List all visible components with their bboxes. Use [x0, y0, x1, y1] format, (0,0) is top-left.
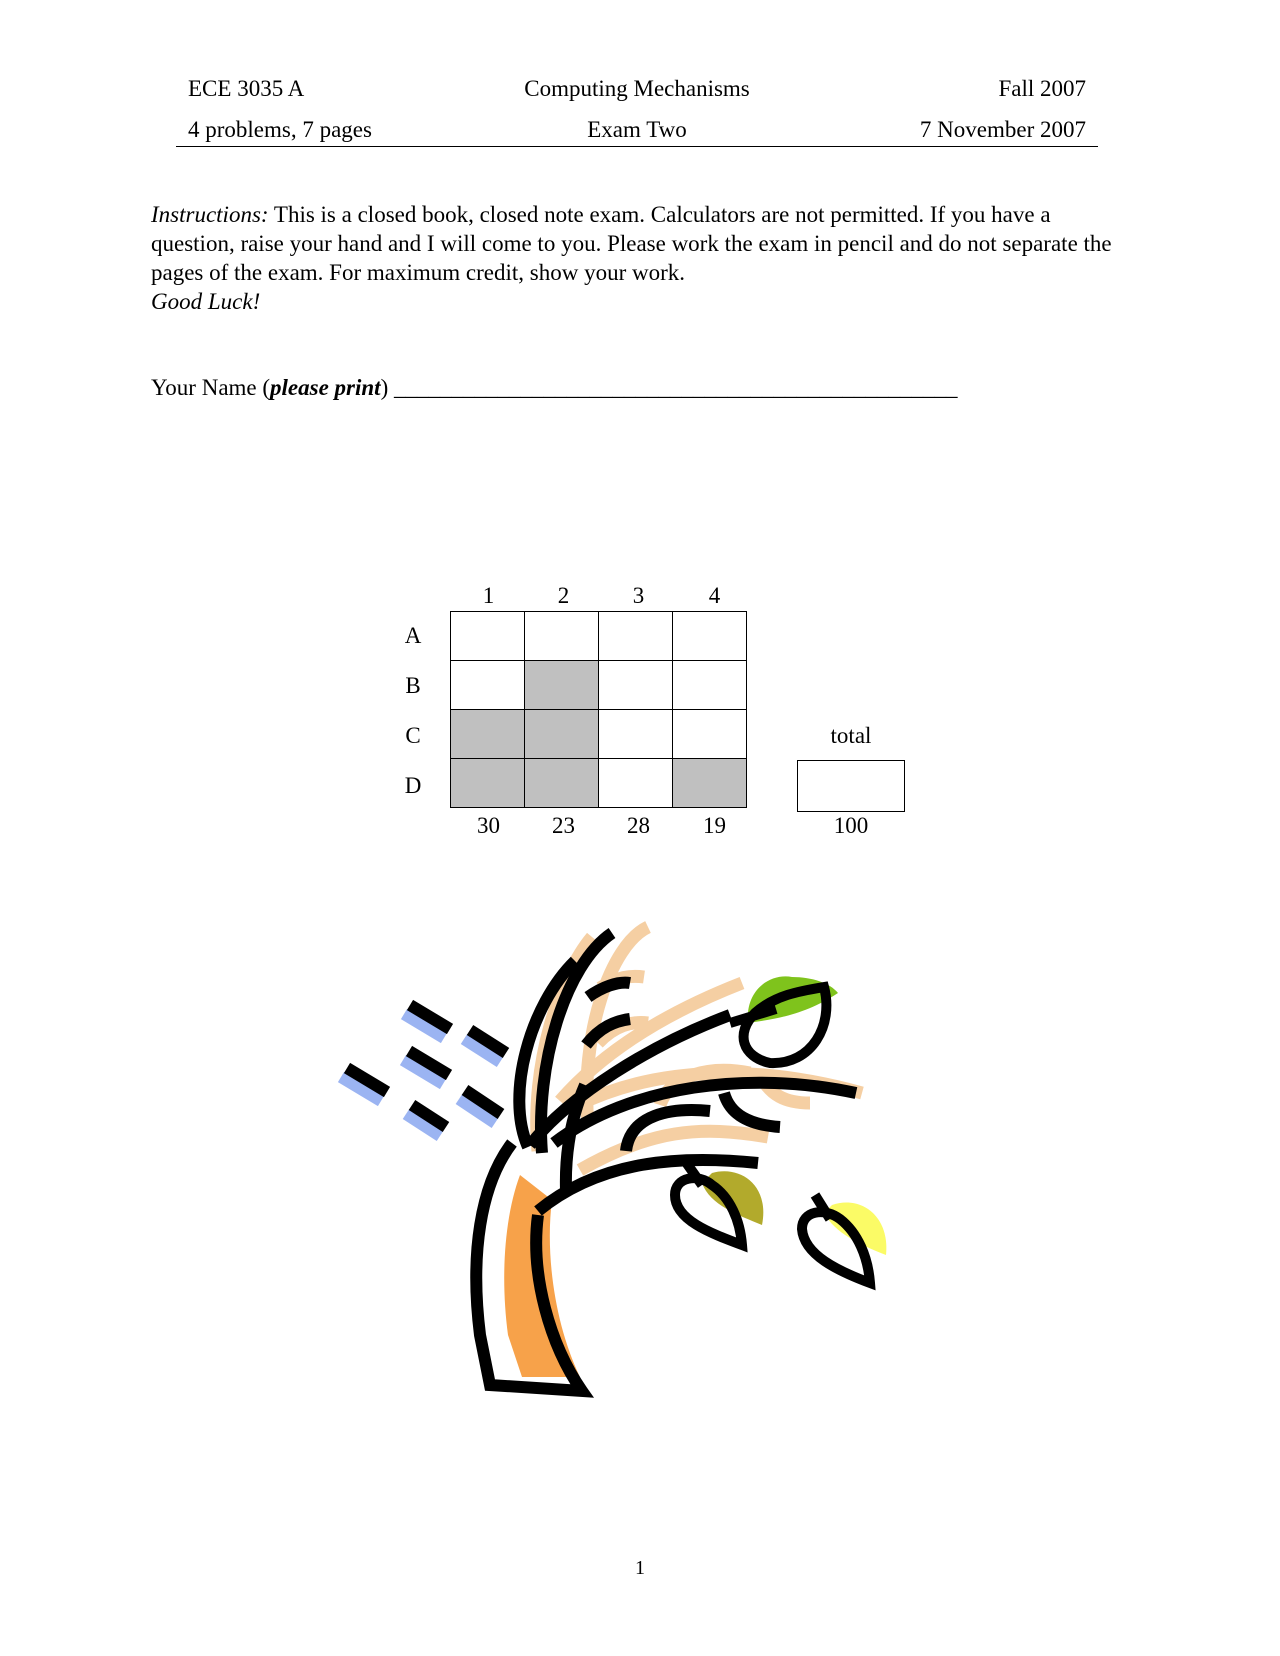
- column-label-4: 4: [708, 583, 721, 608]
- row-label-d: D: [404, 773, 422, 798]
- score-cell-b4: [673, 661, 747, 710]
- total-label: total: [830, 723, 872, 748]
- windblown-tree-icon: [330, 915, 950, 1435]
- points-problem-4: 19: [703, 813, 726, 838]
- rain-icon: [341, 1005, 506, 1136]
- grid-row-b: [451, 661, 747, 710]
- column-label-3: 3: [632, 583, 645, 608]
- header-row-2: [176, 117, 1098, 149]
- points-problem-3: 28: [627, 813, 650, 838]
- score-cell-d2-shaded: [525, 759, 599, 808]
- score-cell-a4: [673, 612, 747, 661]
- instructions-label: Instructions:: [151, 202, 269, 227]
- total-points: 100: [833, 813, 869, 838]
- course-title: Computing Mechanisms: [524, 76, 750, 101]
- score-cell-c1-shaded: [451, 710, 525, 759]
- score-cell-b2-shaded: [525, 661, 599, 710]
- points-problem-1: 30: [477, 813, 500, 838]
- score-cell-c4: [673, 710, 747, 759]
- name-field[interactable]: [151, 375, 958, 401]
- score-cell-b1: [451, 661, 525, 710]
- score-cell-a2: [525, 612, 599, 661]
- problem-count: 4 problems, 7 pages: [188, 117, 372, 142]
- row-label-a: A: [404, 623, 422, 648]
- instructions: [151, 200, 1131, 316]
- name-label-emphasis: please print: [270, 375, 381, 400]
- grid-row-c: [451, 710, 747, 759]
- grid-row-a: [451, 612, 747, 661]
- score-cell-c3: [599, 710, 673, 759]
- exam-name: Exam Two: [587, 117, 687, 142]
- name-blank[interactable]: _________________________________________________: [394, 375, 958, 400]
- term: Fall 2007: [998, 76, 1086, 101]
- score-cell-d4-shaded: [673, 759, 747, 808]
- total-box: [797, 760, 905, 812]
- column-label-1: 1: [482, 583, 495, 608]
- score-cell-d1-shaded: [451, 759, 525, 808]
- header-row-1: [176, 76, 1098, 108]
- good-luck: Good Luck!: [151, 289, 261, 314]
- leaf-olive-icon: [675, 1161, 763, 1245]
- score-cell-a3: [599, 612, 673, 661]
- page-number: 1: [635, 1557, 645, 1579]
- grid-row-d: [451, 759, 747, 808]
- points-problem-2: 23: [552, 813, 575, 838]
- leaf-green-icon: [730, 976, 838, 1063]
- score-cell-c2-shaded: [525, 710, 599, 759]
- course-code: ECE 3035 A: [188, 76, 305, 101]
- name-label-suffix: ): [380, 375, 389, 400]
- header-rule: [176, 146, 1098, 147]
- row-label-c: C: [405, 723, 421, 748]
- exam-date: 7 November 2007: [919, 117, 1086, 142]
- score-cell-b3: [599, 661, 673, 710]
- name-label-prefix: Your Name (: [151, 375, 271, 400]
- column-label-2: 2: [557, 583, 570, 608]
- score-cell-d3: [599, 759, 673, 808]
- row-label-b: B: [405, 673, 421, 698]
- instructions-text: This is a closed book, closed note exam. Calculators are not permitted. If you have a question, raise your hand and I will come to you. Please work the exam in pencil and do not separate the pages of the exam. For maximum credit, show your work.: [151, 202, 1112, 285]
- score-grid: [450, 611, 747, 808]
- score-cell-a1: [451, 612, 525, 661]
- leaf-yellow-icon: [802, 1195, 886, 1283]
